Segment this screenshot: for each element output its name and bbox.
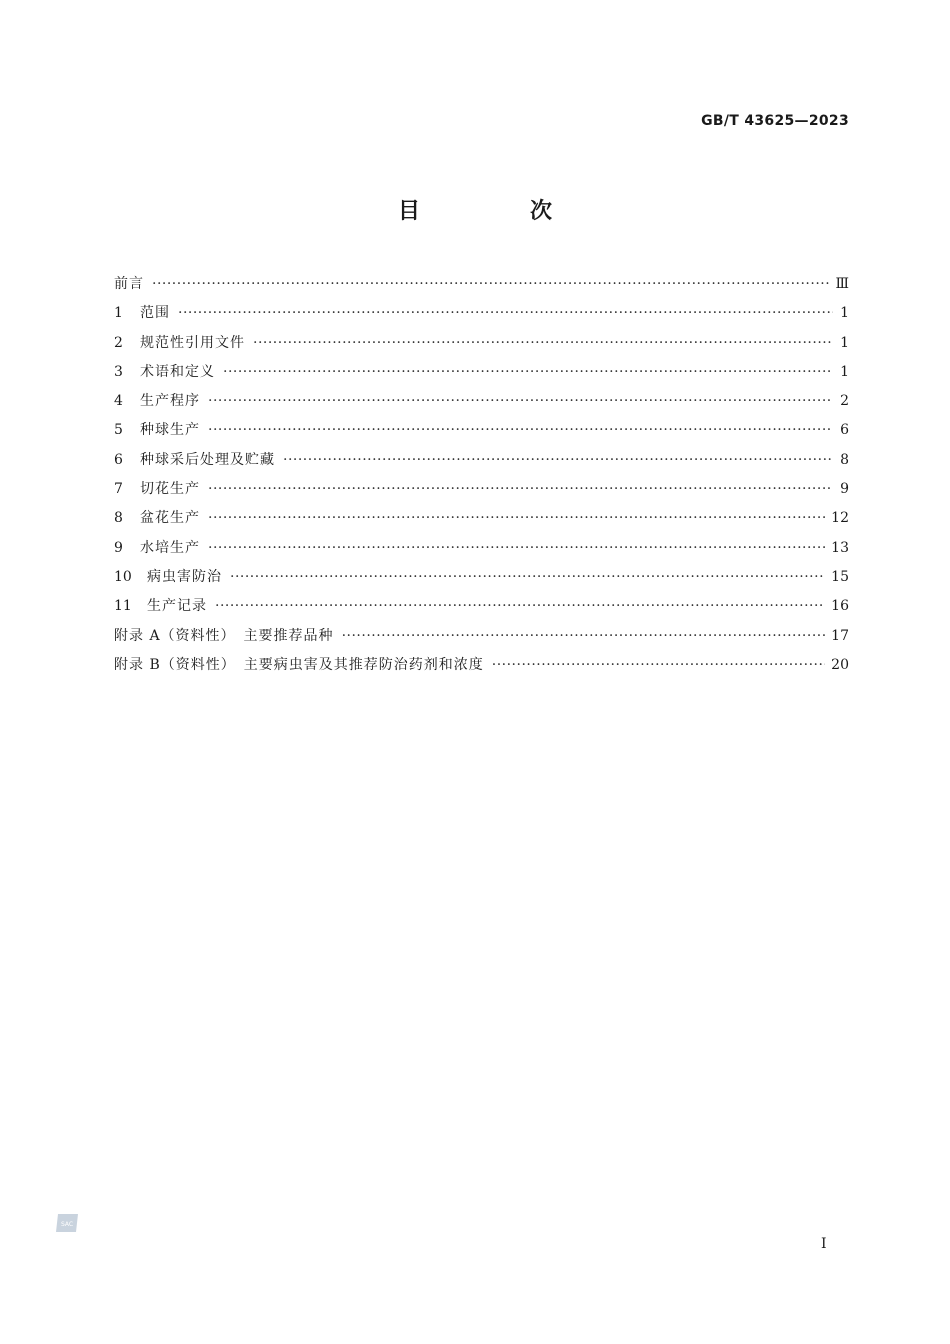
page-number: I bbox=[821, 1236, 827, 1252]
toc-entry-page: 9 bbox=[840, 481, 849, 498]
toc-entry-page: 13 bbox=[831, 539, 849, 556]
toc-entry-number: 5 bbox=[114, 422, 123, 439]
standard-number: GB/T 43625—2023 bbox=[701, 113, 849, 129]
toc-dot-leader bbox=[283, 446, 833, 475]
toc-dot-leader bbox=[208, 504, 825, 533]
toc-entry[interactable] bbox=[114, 475, 849, 504]
toc-entry[interactable] bbox=[114, 270, 849, 299]
toc-entry-label: 盆花生产 bbox=[140, 510, 200, 527]
toc-entry-page: 6 bbox=[840, 422, 849, 439]
toc-entry-label: 种球采后处理及贮藏 bbox=[140, 451, 275, 468]
toc-entry-label: 附录 B（资料性） 主要病虫害及其推荐防治药剂和浓度 bbox=[114, 656, 484, 673]
toc-entry-label: 生产记录 bbox=[147, 598, 207, 615]
toc-entry-label: 前言 bbox=[114, 276, 144, 292]
toc-entry-label: 附录 A（资料性） 主要推荐品种 bbox=[114, 627, 334, 644]
toc-entry[interactable] bbox=[114, 299, 849, 328]
toc-dot-leader bbox=[215, 592, 825, 621]
toc-entry-number: 7 bbox=[114, 481, 123, 498]
toc-entry-label: 范围 bbox=[140, 305, 170, 322]
toc-entry-number: 4 bbox=[114, 393, 123, 410]
toc-entry-number: 9 bbox=[114, 539, 123, 556]
toc-entry-label: 水培生产 bbox=[140, 539, 200, 556]
toc-entry-page: 20 bbox=[831, 656, 849, 673]
toc-dot-leader bbox=[208, 387, 833, 416]
toc-entry[interactable] bbox=[114, 622, 849, 651]
toc-entry-page: 17 bbox=[831, 627, 849, 644]
toc-dot-leader bbox=[223, 358, 833, 387]
toc-entry-label: 生产程序 bbox=[140, 393, 200, 410]
toc-entry-page: 16 bbox=[831, 598, 849, 615]
toc-entry[interactable] bbox=[114, 563, 849, 592]
sac-logo-icon bbox=[55, 1212, 81, 1234]
toc-entry-label: 切花生产 bbox=[140, 481, 200, 498]
toc-entry[interactable] bbox=[114, 329, 849, 358]
toc-dot-leader bbox=[230, 563, 825, 592]
toc-entry-page: 8 bbox=[840, 451, 849, 468]
toc-entry-label: 规范性引用文件 bbox=[140, 334, 245, 351]
toc-dot-leader bbox=[152, 270, 829, 299]
toc-entry-number: 2 bbox=[114, 334, 123, 351]
toc-entry-label: 种球生产 bbox=[140, 422, 200, 439]
toc-entry-page: 2 bbox=[840, 393, 849, 410]
toc-dot-leader bbox=[208, 416, 833, 445]
toc-entry-number: 11 bbox=[114, 598, 132, 615]
toc-entry-page: 12 bbox=[831, 510, 849, 527]
toc-dot-leader bbox=[208, 534, 825, 563]
toc-dot-leader bbox=[492, 651, 825, 680]
toc-dot-leader bbox=[253, 329, 833, 358]
toc-entry[interactable] bbox=[114, 651, 849, 680]
toc-entry-number: 8 bbox=[114, 510, 123, 527]
toc-entry[interactable] bbox=[114, 416, 849, 445]
toc-entry-page: 1 bbox=[840, 363, 849, 380]
toc-dot-leader bbox=[342, 622, 826, 651]
toc-entry[interactable] bbox=[114, 446, 849, 475]
toc-entry[interactable] bbox=[114, 387, 849, 416]
toc-entry[interactable] bbox=[114, 504, 849, 533]
svg-text:SAC: SAC bbox=[60, 1221, 74, 1228]
toc-entry-page: Ⅲ bbox=[835, 276, 849, 292]
toc-entry-number: 1 bbox=[114, 305, 123, 322]
toc-entry-label: 病虫害防治 bbox=[147, 568, 222, 585]
toc-entry-page: 1 bbox=[840, 305, 849, 322]
toc-title: 目 次 bbox=[397, 199, 596, 224]
table-of-contents bbox=[114, 270, 849, 680]
toc-entry-number: 6 bbox=[114, 451, 123, 468]
toc-entry-page: 15 bbox=[831, 568, 849, 585]
toc-dot-leader bbox=[208, 475, 833, 504]
toc-entry-number: 10 bbox=[114, 568, 132, 585]
toc-entry-label: 术语和定义 bbox=[140, 363, 215, 380]
toc-entry-page: 1 bbox=[840, 334, 849, 351]
toc-dot-leader bbox=[178, 299, 833, 328]
toc-entry-number: 3 bbox=[114, 363, 123, 380]
toc-entry[interactable] bbox=[114, 534, 849, 563]
toc-entry[interactable] bbox=[114, 592, 849, 621]
toc-entry[interactable] bbox=[114, 358, 849, 387]
